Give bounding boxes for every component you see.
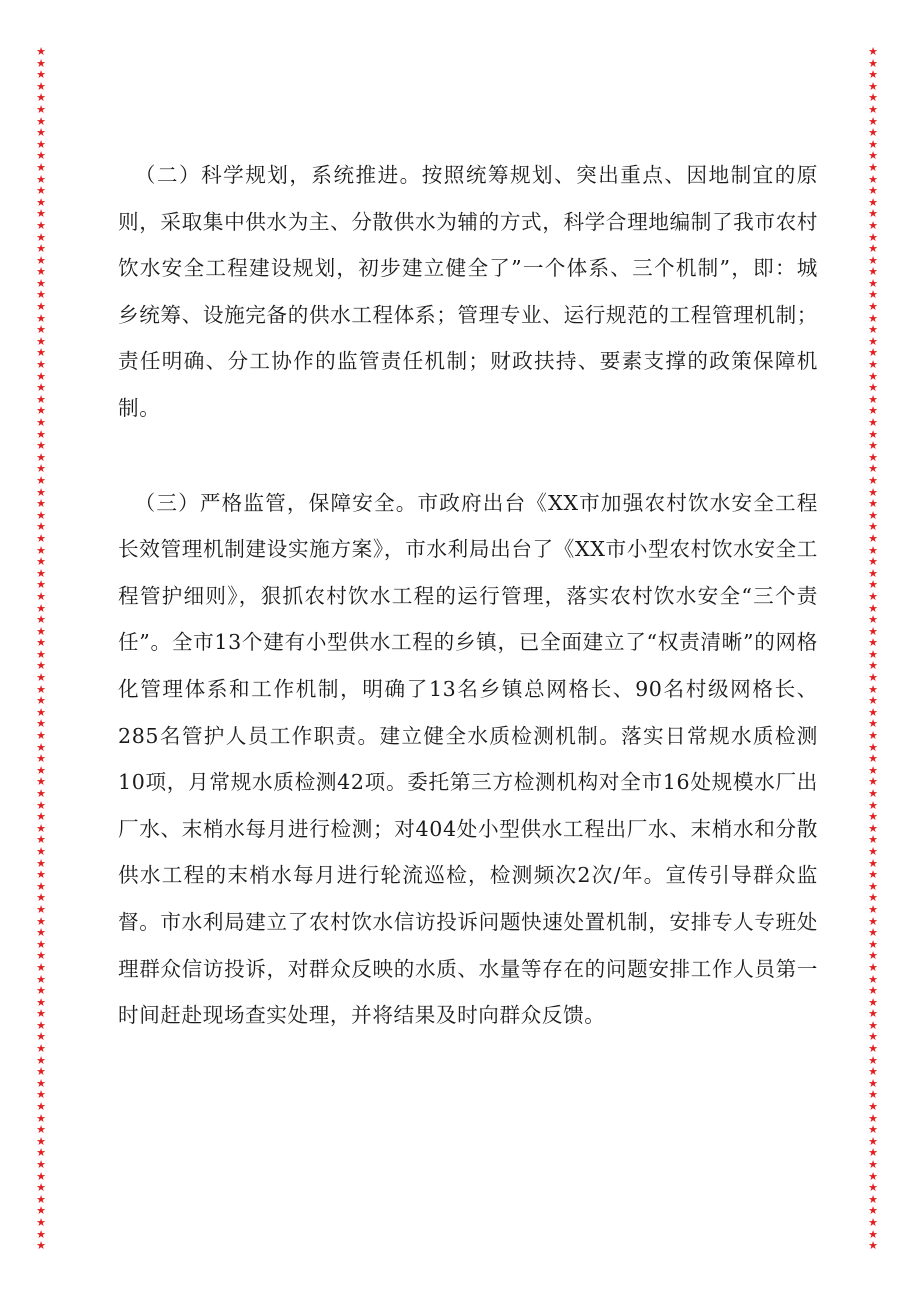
star-icon: ★ (36, 1146, 46, 1160)
star-icon: ★ (868, 879, 878, 893)
star-icon: ★ (868, 937, 878, 951)
star-icon: ★ (868, 1030, 878, 1044)
star-icon: ★ (868, 949, 878, 963)
star-icon: ★ (868, 740, 878, 754)
star-icon: ★ (36, 1204, 46, 1218)
star-icon: ★ (868, 1007, 878, 1021)
star-icon: ★ (36, 427, 46, 441)
star-icon: ★ (36, 798, 46, 812)
star-icon: ★ (36, 705, 46, 719)
star-icon: ★ (36, 91, 46, 105)
star-icon: ★ (868, 1065, 878, 1079)
star-icon: ★ (868, 79, 878, 93)
star-icon: ★ (868, 126, 878, 140)
star-icon: ★ (36, 555, 46, 569)
star-icon: ★ (36, 775, 46, 789)
star-icon: ★ (36, 926, 46, 940)
star-icon: ★ (868, 160, 878, 174)
star-icon: ★ (36, 184, 46, 198)
star-icon: ★ (868, 589, 878, 603)
star-icon: ★ (868, 346, 878, 360)
star-icon: ★ (36, 1215, 46, 1229)
star-icon: ★ (36, 520, 46, 534)
star-icon: ★ (36, 160, 46, 174)
star-icon: ★ (36, 1134, 46, 1148)
star-icon: ★ (868, 1146, 878, 1160)
star-icon: ★ (36, 172, 46, 186)
star-icon: ★ (36, 891, 46, 905)
star-icon: ★ (868, 624, 878, 638)
star-icon: ★ (36, 868, 46, 882)
star-icon: ★ (36, 1065, 46, 1079)
star-icon: ★ (868, 300, 878, 314)
star-icon: ★ (36, 485, 46, 499)
star-icon: ★ (868, 485, 878, 499)
star-icon: ★ (36, 46, 46, 58)
star-icon: ★ (868, 1134, 878, 1148)
star-icon: ★ (868, 508, 878, 522)
star-icon: ★ (868, 207, 878, 221)
star-icon: ★ (868, 775, 878, 789)
star-icon: ★ (36, 1030, 46, 1044)
star-icon: ★ (868, 671, 878, 685)
star-icon: ★ (36, 810, 46, 824)
star-icon: ★ (868, 578, 878, 592)
star-icon: ★ (868, 1158, 878, 1171)
star-icon: ★ (36, 960, 46, 974)
star-icon: ★ (868, 439, 878, 453)
star-icon: ★ (36, 1076, 46, 1090)
star-icon: ★ (36, 879, 46, 893)
star-icon: ★ (868, 1181, 878, 1195)
star-icon: ★ (868, 531, 878, 545)
star-icon: ★ (36, 821, 46, 835)
star-icon: ★ (868, 91, 878, 105)
star-icon: ★ (868, 995, 878, 1009)
star-icon: ★ (868, 520, 878, 534)
star-icon: ★ (868, 1053, 878, 1067)
star-icon: ★ (36, 473, 46, 487)
star-icon: ★ (868, 763, 878, 777)
star-icon: ★ (36, 566, 46, 580)
star-icon: ★ (36, 937, 46, 951)
star-icon: ★ (36, 462, 46, 476)
star-icon: ★ (868, 833, 878, 847)
left-star-border (34, 46, 48, 1258)
star-icon: ★ (36, 659, 46, 673)
star-icon: ★ (868, 149, 878, 163)
star-icon: ★ (36, 79, 46, 93)
star-icon: ★ (868, 288, 878, 302)
star-icon: ★ (36, 311, 46, 325)
star-icon: ★ (36, 1169, 46, 1183)
star-icon: ★ (868, 114, 878, 128)
paragraph-text: （二）科学规划，系统推进。按照统筹规划、突出重点、因地制宜的原则，采取集中供水为主、分散供水为辅的方式，科学合理地编制了我市农村饮水安全工程建设规划，初步建立健全了”一个体系、三个机制”，即：城乡统筹、设施完备的供水工程体系；管理专业、运行规范的工程管理机制；责任明确、分工协作的监管责任机制；财政扶持、要素支撑的政策保障机制。 (118, 163, 818, 420)
star-icon: ★ (36, 195, 46, 209)
star-icon: ★ (36, 856, 46, 870)
star-icon: ★ (868, 647, 878, 661)
star-icon: ★ (36, 833, 46, 847)
star-icon: ★ (868, 902, 878, 916)
star-icon: ★ (36, 1192, 46, 1206)
star-icon: ★ (36, 334, 46, 348)
star-icon: ★ (36, 717, 46, 731)
document-body (118, 152, 818, 1039)
star-icon: ★ (868, 891, 878, 905)
star-icon: ★ (36, 578, 46, 592)
star-icon: ★ (36, 369, 46, 383)
star-icon: ★ (868, 729, 878, 743)
star-icon: ★ (36, 995, 46, 1009)
star-icon: ★ (868, 810, 878, 824)
star-icon: ★ (868, 230, 878, 244)
star-icon: ★ (36, 1158, 46, 1171)
star-icon: ★ (868, 1123, 878, 1137)
star-icon: ★ (868, 636, 878, 650)
star-icon: ★ (36, 404, 46, 418)
star-icon: ★ (36, 844, 46, 858)
star-icon: ★ (868, 868, 878, 882)
star-icon: ★ (868, 473, 878, 487)
star-icon: ★ (36, 636, 46, 650)
star-icon: ★ (36, 1100, 46, 1114)
star-icon: ★ (868, 659, 878, 673)
star-icon: ★ (36, 149, 46, 163)
star-icon: ★ (868, 914, 878, 928)
star-icon: ★ (868, 1192, 878, 1206)
star-icon: ★ (36, 1239, 46, 1253)
star-icon: ★ (36, 531, 46, 545)
star-icon: ★ (868, 1204, 878, 1218)
star-icon: ★ (868, 427, 878, 441)
star-icon: ★ (36, 253, 46, 267)
star-icon: ★ (36, 752, 46, 766)
star-icon: ★ (868, 1076, 878, 1090)
star-icon: ★ (868, 717, 878, 731)
star-icon: ★ (868, 137, 878, 151)
star-icon: ★ (36, 68, 46, 82)
star-icon: ★ (36, 729, 46, 743)
star-icon: ★ (868, 253, 878, 267)
star-icon: ★ (36, 1227, 46, 1241)
star-icon: ★ (868, 334, 878, 348)
star-icon: ★ (36, 300, 46, 314)
star-icon: ★ (36, 508, 46, 522)
star-icon: ★ (36, 265, 46, 279)
star-icon: ★ (36, 56, 46, 70)
star-icon: ★ (868, 821, 878, 835)
star-icon: ★ (36, 543, 46, 557)
star-icon: ★ (36, 914, 46, 928)
star-icon: ★ (36, 126, 46, 140)
star-icon: ★ (868, 416, 878, 429)
star-icon: ★ (36, 450, 46, 464)
star-icon: ★ (36, 589, 46, 603)
star-icon: ★ (868, 787, 878, 800)
star-icon: ★ (868, 497, 878, 511)
star-icon: ★ (36, 949, 46, 963)
star-icon: ★ (36, 613, 46, 627)
star-icon: ★ (868, 56, 878, 70)
star-icon: ★ (36, 787, 46, 800)
star-icon: ★ (36, 137, 46, 151)
star-icon: ★ (36, 624, 46, 638)
star-icon: ★ (36, 230, 46, 244)
star-icon: ★ (36, 740, 46, 754)
star-icon: ★ (868, 195, 878, 209)
star-icon: ★ (868, 543, 878, 557)
star-icon: ★ (868, 752, 878, 766)
star-icon: ★ (868, 184, 878, 198)
star-icon: ★ (36, 346, 46, 360)
star-icon: ★ (868, 172, 878, 186)
right-star-border (866, 46, 880, 1258)
star-icon: ★ (36, 1111, 46, 1125)
star-icon: ★ (36, 763, 46, 777)
star-icon: ★ (36, 381, 46, 395)
star-icon: ★ (36, 207, 46, 221)
star-icon: ★ (868, 242, 878, 256)
star-icon: ★ (868, 1227, 878, 1241)
star-icon: ★ (36, 416, 46, 429)
star-icon: ★ (36, 497, 46, 511)
star-icon: ★ (36, 694, 46, 708)
star-icon: ★ (36, 288, 46, 302)
star-icon: ★ (868, 392, 878, 406)
star-icon: ★ (36, 439, 46, 453)
star-icon: ★ (868, 1088, 878, 1102)
star-icon: ★ (36, 276, 46, 290)
star-icon: ★ (868, 601, 878, 615)
star-icon: ★ (36, 1042, 46, 1056)
star-icon: ★ (36, 1007, 46, 1021)
star-icon: ★ (868, 705, 878, 719)
star-icon: ★ (868, 404, 878, 418)
star-icon: ★ (36, 601, 46, 615)
star-icon: ★ (868, 555, 878, 569)
star-icon: ★ (36, 984, 46, 998)
star-icon: ★ (868, 1100, 878, 1114)
star-icon: ★ (36, 1181, 46, 1195)
star-icon: ★ (36, 218, 46, 232)
star-icon: ★ (36, 102, 46, 116)
star-icon: ★ (868, 972, 878, 986)
star-icon: ★ (868, 46, 878, 58)
star-icon: ★ (36, 358, 46, 372)
star-icon: ★ (868, 369, 878, 383)
star-icon: ★ (868, 265, 878, 279)
star-icon: ★ (868, 462, 878, 476)
star-icon: ★ (868, 926, 878, 940)
star-icon: ★ (868, 1169, 878, 1183)
star-icon: ★ (868, 68, 878, 82)
paragraph-text: （三）严格监管，保障安全。市政府出台《XX市加强农村饮水安全工程长效管理机制建设实施方案》，市水利局出台了《XX市小型农村饮水安全工程管护细则》，狠抓农村饮水工程的运行管理，落实农村饮水安全“三个责任”。全市13个建有小型供水工程的乡镇，已全面建立了“权责清晰”的网格化管理体系和工作机制，明确了13名乡镇总网格长、90名村级网格长、285名管护人员工作职责。建立健全水质检测机制。落实日常规水质检测10项，月常规水质检测42项。委托第三方检测机构对全市16处规模水厂出厂水、末梢水每月进行检测；对404处小型供水工程出厂水、末梢水和分散供水工程的末梢水每月进行轮流巡检，检测频次2次/年。宣传引导群众监督。市水利局建立了农村饮水信访投诉问题快速处置机制，安排专人专班处理群众信访投诉，对群众反映的水质、水量等存在的问题安排工作人员第一时间赶赴现场查实处理，并将结果及时向群众反馈。 (118, 490, 818, 1028)
star-icon: ★ (868, 1111, 878, 1125)
star-icon: ★ (36, 1088, 46, 1102)
star-icon: ★ (868, 798, 878, 812)
star-icon: ★ (868, 856, 878, 870)
star-icon: ★ (868, 613, 878, 627)
star-icon: ★ (868, 960, 878, 974)
star-icon: ★ (868, 381, 878, 395)
star-icon: ★ (868, 102, 878, 116)
star-icon: ★ (36, 972, 46, 986)
star-icon: ★ (36, 671, 46, 685)
star-icon: ★ (868, 844, 878, 858)
star-icon: ★ (868, 1239, 878, 1253)
star-icon: ★ (36, 1123, 46, 1137)
star-icon: ★ (868, 311, 878, 325)
star-icon: ★ (36, 323, 46, 337)
star-icon: ★ (868, 450, 878, 464)
paragraph-section-2 (118, 152, 818, 432)
star-icon: ★ (36, 114, 46, 128)
star-icon: ★ (36, 1018, 46, 1032)
star-icon: ★ (868, 323, 878, 337)
star-icon: ★ (868, 984, 878, 998)
star-icon: ★ (868, 682, 878, 696)
star-icon: ★ (36, 902, 46, 916)
star-icon: ★ (868, 1042, 878, 1056)
star-icon: ★ (868, 1018, 878, 1032)
star-icon: ★ (868, 1215, 878, 1229)
star-icon: ★ (36, 242, 46, 256)
star-icon: ★ (36, 682, 46, 696)
star-icon: ★ (36, 392, 46, 406)
star-icon: ★ (868, 694, 878, 708)
star-icon: ★ (36, 647, 46, 661)
star-icon: ★ (868, 358, 878, 372)
star-icon: ★ (868, 566, 878, 580)
star-icon: ★ (868, 218, 878, 232)
paragraph-section-3 (118, 480, 818, 1039)
star-icon: ★ (36, 1053, 46, 1067)
star-icon: ★ (868, 276, 878, 290)
